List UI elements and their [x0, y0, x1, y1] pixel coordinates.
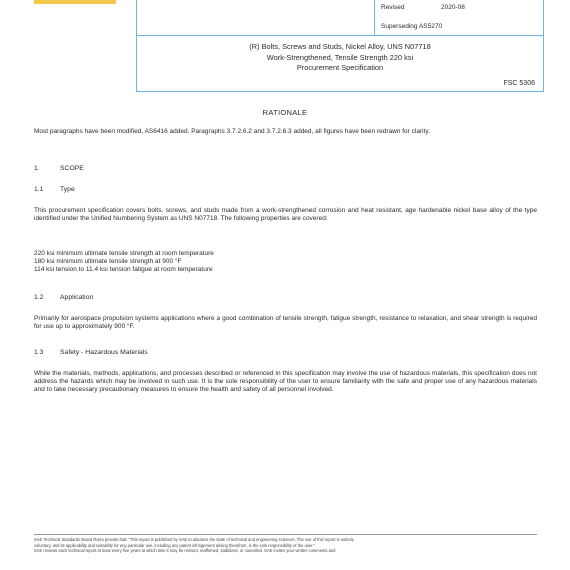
revision-block	[374, 0, 545, 36]
section-number: 1.2	[34, 294, 44, 301]
sae-logo	[34, 0, 116, 4]
revised-label: Revised	[381, 4, 405, 11]
footer-line: SAE Technical Standards Board Rules provide that: "This report is published by SAE to advance the state of technical and engineering sciences. The use of this report is entirely	[34, 537, 354, 542]
superseding-row	[381, 22, 442, 32]
document-title	[137, 42, 543, 74]
property-item: 220 ksi minimum ultimate tensile strength at room temperature	[34, 250, 214, 257]
section-number: 1.3	[34, 349, 44, 356]
rationale-heading: RATIONALE	[262, 108, 308, 117]
application-text: Primarily for aerospace propulsion systems applications where a good combination of tensile strength, fatigue strength, resistance to relaxation, and shear strength is required for use up to approximately 900 °F.	[34, 315, 537, 331]
footer-divider	[34, 534, 537, 535]
section-title: Application	[60, 294, 94, 301]
header-top-row	[137, 0, 543, 36]
revised-row	[381, 3, 465, 13]
section-safety-heading	[34, 348, 148, 357]
property-item: 114 ksi tension to 11.4 ksi tension fatigue at room temperature	[34, 266, 213, 274]
section-title: SCOPE	[60, 165, 84, 172]
section-number: 1.	[34, 165, 40, 172]
superseding-label: Superseding AS5270	[381, 23, 443, 30]
safety-text: While the materials, methods, applications, and processes described or referenced in this specification may involve the use of hazardous materials, this specification does not address the hazards which may be involved in such use. It is the sole responsibility of the user to ensure familiarity with the safe and proper use of any hazardous materials and to take necessary precautionary measures to ensure the health and safety of all personnel involved.	[34, 370, 537, 394]
section-scope-heading	[34, 164, 84, 173]
footer-notice	[34, 537, 537, 554]
rationale-text: Most paragraphs have been modified, AS6416 added. Paragraphs 3.7.2.6.2 and 3.7.2.6.3 added, all figures have been redrawn for clarity.	[34, 128, 430, 135]
section-application-heading	[34, 293, 93, 302]
section-title: Safety - Hazardous Materials	[60, 349, 148, 356]
section-type-heading	[34, 185, 75, 194]
title-line: Procurement Specification	[296, 63, 384, 72]
revised-value: 2020-08	[441, 4, 465, 11]
header-box	[136, 0, 544, 92]
section-title: Type	[60, 186, 75, 193]
footer-line: SAE reviews each technical report at least every five years at which time it may be revised, reaffirmed, stabilized, or cancelled. SAE invites your written comments and	[34, 548, 336, 554]
title-line: (R) Bolts, Screws and Studs, Nickel Alloy, UNS N07718	[249, 42, 431, 51]
property-list	[34, 250, 214, 275]
section-number: 1.1	[34, 186, 44, 193]
property-item: 180 ksi minimum ultimate tensile strength at 900 °F	[34, 258, 182, 266]
title-line: Work-Strengthened, Tensile Strength 220 ksi	[266, 52, 414, 62]
footer-line: voluntary, and its applicability and suitability for any particular use, including any patent infringement arising therefrom, is the sole responsibility of the user."	[34, 542, 315, 548]
type-text: This procurement specification covers bolts, screws, and studs made from a work-strengthened corrosion and heat resistant, age hardenable nickel base alloy of the type identified under the Unified Numbering System as UNS N07718. The following properties are covered:	[34, 207, 537, 223]
fsc-code: FSC 5306	[503, 80, 535, 87]
